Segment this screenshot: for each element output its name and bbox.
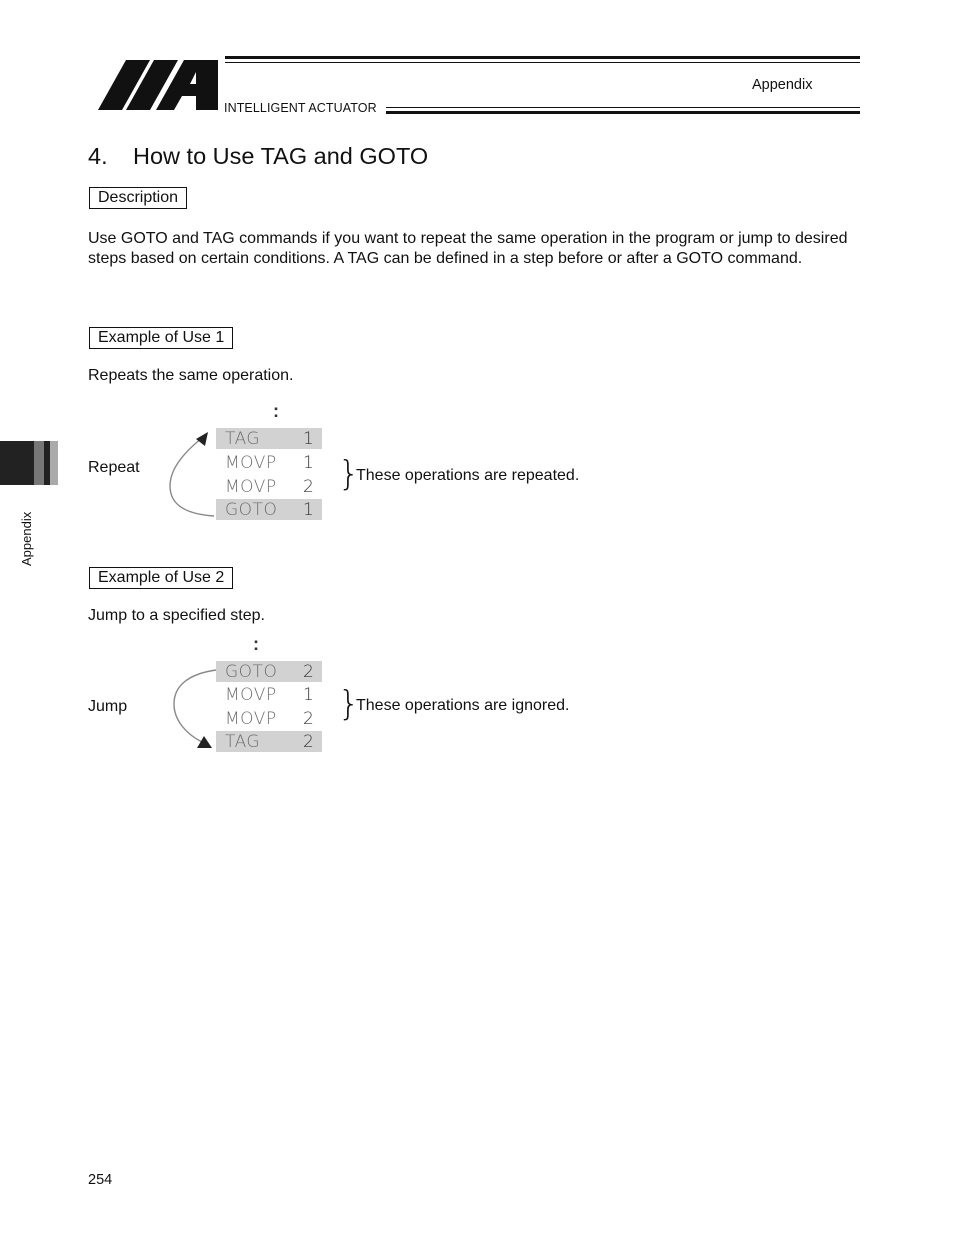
iai-logo	[96, 58, 220, 112]
example2-heading: Example of Use 2	[89, 567, 233, 589]
code-command: GOTO	[225, 500, 278, 520]
code-command: GOTO	[225, 662, 278, 682]
code-command: MOVP	[225, 709, 277, 729]
code-command: TAG	[225, 732, 261, 752]
code-argument: 2	[303, 662, 315, 682]
header-rule-top	[225, 56, 860, 59]
repeat-arrow-icon	[164, 430, 220, 522]
header-section-label: Appendix	[752, 77, 813, 93]
header-rule-bottom-thin	[386, 107, 860, 108]
example2-code-row	[216, 731, 322, 752]
code-command: MOVP	[225, 685, 277, 705]
example1-side-label: Repeat	[88, 459, 140, 476]
chapter-tab-marker	[0, 441, 58, 485]
code-argument: 2	[303, 732, 315, 752]
header-rule-top-thin	[225, 62, 860, 63]
code-argument: 1	[303, 500, 315, 520]
section-number: 4.	[88, 143, 108, 169]
example2-code-row	[216, 708, 322, 729]
description-heading: Description	[89, 187, 187, 209]
example1-code-row	[216, 428, 322, 449]
example2-brace: }	[338, 684, 360, 724]
side-tab-label: Appendix	[19, 511, 34, 566]
brand-name: INTELLIGENT ACTUATOR	[224, 101, 377, 115]
code-argument: 1	[303, 685, 315, 705]
example2-ellipsis: :	[253, 634, 259, 654]
example1-code-row	[216, 476, 322, 497]
code-argument: 1	[303, 453, 315, 473]
example2-code-row	[216, 661, 322, 682]
code-argument: 1	[303, 429, 315, 449]
example1-note: These operations are repeated.	[356, 467, 580, 484]
jump-arrow-icon	[166, 664, 222, 754]
header-rule-bottom	[386, 111, 860, 114]
example1-brace: }	[338, 454, 360, 494]
code-argument: 2	[303, 709, 315, 729]
example2-code-row	[216, 684, 322, 705]
section-title: How to Use TAG and GOTO	[133, 143, 429, 169]
example1-caption: Repeats the same operation.	[88, 367, 294, 384]
example1-code-row	[216, 452, 322, 473]
example1-code-row	[216, 499, 322, 520]
code-command: MOVP	[225, 477, 277, 497]
example1-ellipsis: :	[273, 401, 279, 421]
code-command: TAG	[225, 429, 261, 449]
example2-caption: Jump to a specified step.	[88, 607, 265, 624]
example2-note: These operations are ignored.	[356, 697, 570, 714]
example2-side-label: Jump	[88, 698, 128, 715]
code-command: MOVP	[225, 453, 277, 473]
page-number: 254	[88, 1172, 113, 1188]
description-text: Use GOTO and TAG commands if you want to repeat the same operation in the program or jump to desired steps based on certain conditions. A TAG can be defined in a step before or after a GOTO command.	[88, 230, 848, 267]
code-argument: 2	[303, 477, 315, 497]
example1-heading: Example of Use 1	[89, 327, 233, 349]
